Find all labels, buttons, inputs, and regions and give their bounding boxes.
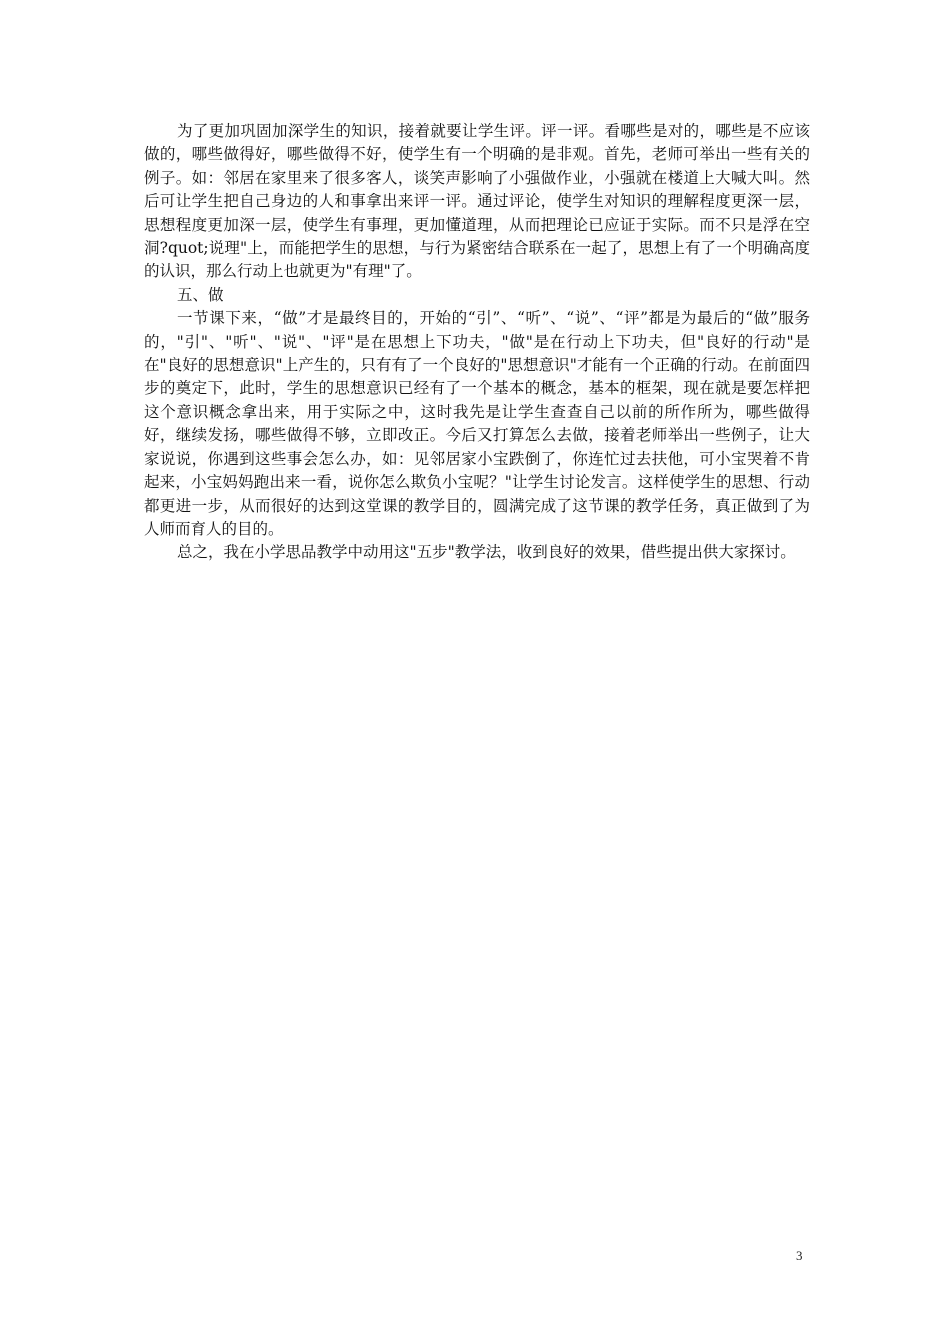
page-number: 3 xyxy=(796,1248,803,1263)
body-text xyxy=(144,120,810,565)
paragraph-evaluate: 为了更加巩固加深学生的知识，接着就要让学生评。评一评。看哪些是对的，哪些是不应该做的，哪些做得好，哪些做得不好，使学生有一个明确的是非观。首先，老师可举出一些有关的例子。如：邻居在家里来了很多客人，谈笑声影响了小强做作业，小强就在楼道上大喊大叫。然后可让学生把自己身边的人和事拿出来评一评。通过评论，使学生对知识的理解程度更深一层，思想程度更加深一层，使学生有事理，更加懂道理，从而把理论已应证于实际。而不只是浮在空洞?quot;说理"上，而能把学生的思想，与行为紧密结合联系在一起了，思想上有了一个明确高度的认识，那么行动上也就更为"有理"了。 xyxy=(144,122,810,281)
paragraph-conclusion: 总之，我在小学思品教学中动用这"五步"教学法，收到良好的效果，借些提出供大家探讨。 xyxy=(177,543,796,562)
paragraph-do: 一节课下来，“做”才是最终目的，开始的“引”、“听”、“说”、“评”都是为最后的“做”服务的，"引"、"听"、"说"、"评"是在思想上下功夫，"做"是在行动上下功夫，但"良好的行动"是在"良好的思想意识"上产生的，只有有了一个良好的"思想意识"才能有一个正确的行动。在前面四步的奠定下，此时，学生的思想意识已经有了一个基本的概念，基本的框架，现在就是要怎样把这个意识概念拿出来，用于实际之中，这时我先是让学生查查自己以前的所作所为，哪些做得好，继续发扬，哪些做得不够，立即改正。今后又打算怎么去做，接着老师举出一些例子，让大家说说，你遇到这些事会怎么办，如：见邻居家小宝跌倒了，你连忙过去扶他，可小宝哭着不肯起来，小宝妈妈跑出来一看，说你怎么欺负小宝呢？"让学生讨论发言。这样使学生的思想、行动都更进一步，从而很好的达到这堂课的教学目的，圆满完成了这节课的教学任务，真正做到了为人师而育人的目的。 xyxy=(144,309,810,538)
section-heading-do: 五、做 xyxy=(177,285,224,304)
